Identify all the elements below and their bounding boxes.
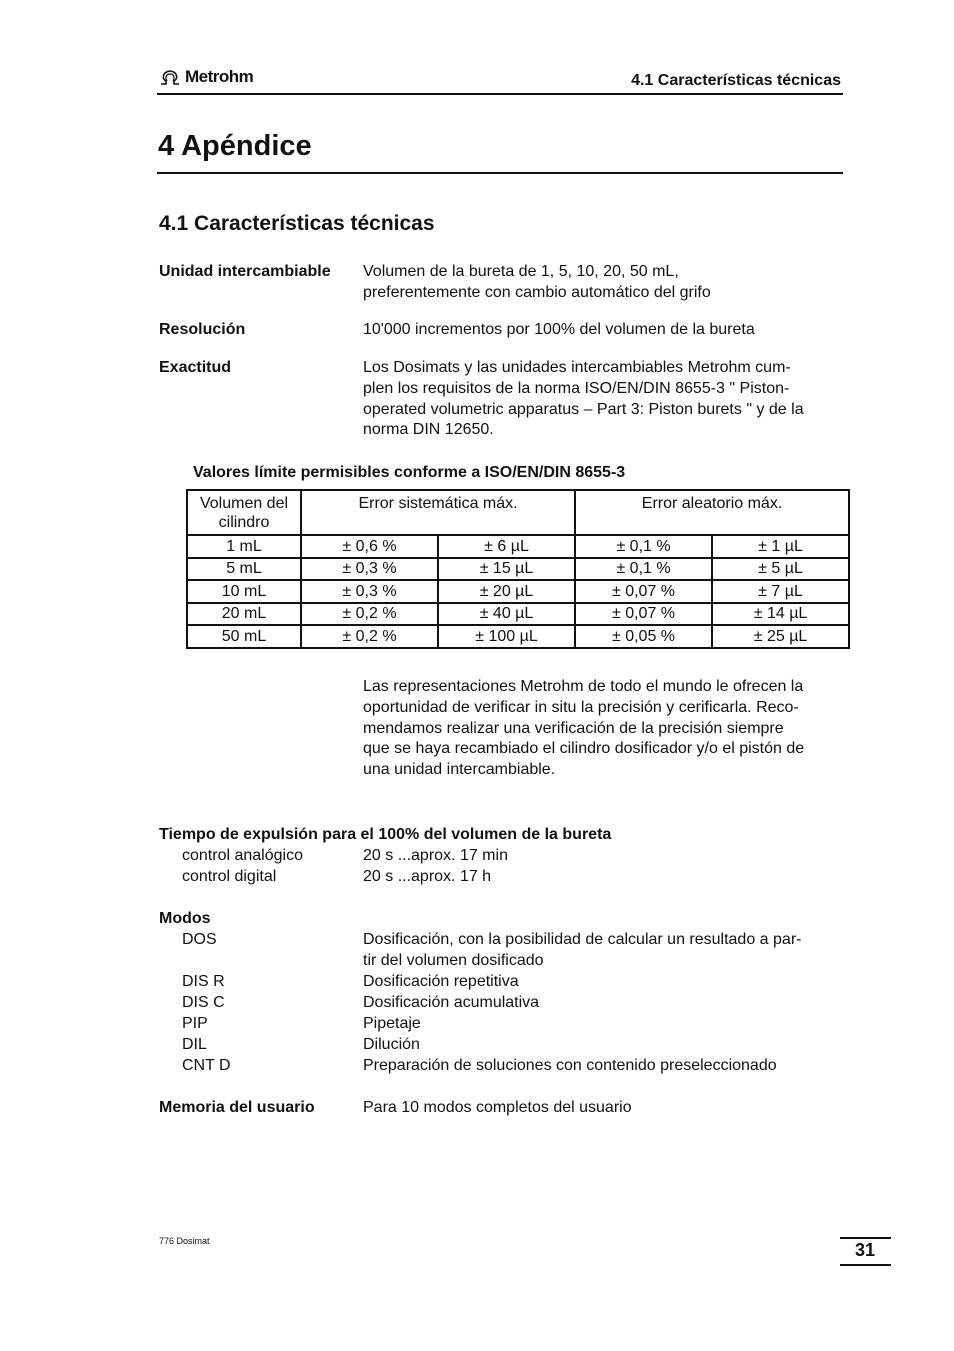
table-cell: ± 14 µL <box>712 603 849 626</box>
mode-desc-line: Dosificación, con la posibilidad de calcular un resultado a par- <box>363 931 802 948</box>
mode-name-dos: DOS <box>182 931 217 948</box>
chapter-rule <box>157 172 843 174</box>
table-cell: ± 0,2 % <box>301 603 438 626</box>
spec-value-exactitud <box>363 358 804 441</box>
mode-desc-line: tir del volumen dosificado <box>363 951 544 969</box>
table-cell: ± 0,1 % <box>575 535 712 558</box>
limits-table-title: Valores límite permisibles conforme a ISO/EN/DIN 8655-3 <box>193 464 626 481</box>
spec-label-resolucion: Resolución <box>159 321 246 338</box>
table-cell: ± 0,1 % <box>575 558 712 581</box>
table-cell: ± 20 µL <box>438 580 575 603</box>
header-volume: Volumen del cilindro <box>187 490 301 535</box>
spec-value-resolucion: 10'000 incrementos por 100% del volumen de la bureta <box>363 321 755 338</box>
chapter-title: 4 Apéndice <box>158 130 312 162</box>
table-cell: ± 0,2 % <box>301 625 438 648</box>
table-cell: ± 100 µL <box>438 625 575 648</box>
mode-name-dis-c: DIS C <box>182 994 225 1011</box>
table-cell: ± 0,07 % <box>575 603 712 626</box>
table-row <box>187 558 849 581</box>
spec-line: preferentemente con cambio automático del grifo <box>363 283 711 301</box>
table-cell: ± 1 µL <box>712 535 849 558</box>
section-heading: 4.1 Características técnicas <box>159 212 435 235</box>
expulsion-item-value: 20 s ...aprox. 17 min <box>363 847 508 864</box>
table-cell: 50 mL <box>187 625 301 648</box>
spec-line: plen los requisitos de la norma ISO/EN/DIN 8655-3 " Piston- <box>363 379 790 397</box>
mode-desc-dil: Dilución <box>363 1036 420 1053</box>
brand-name: Metrohm <box>185 67 254 86</box>
header-random-error: Error aleatorio máx. <box>575 490 849 535</box>
table-cell: 5 mL <box>187 558 301 581</box>
header-rule <box>157 93 843 95</box>
table-cell: ± 0,3 % <box>301 558 438 581</box>
modos-label: Modos <box>159 910 211 927</box>
note-line: oportunidad de verificar in situ la precisión y cerificarla. Reco- <box>363 698 799 716</box>
spec-label-unidad: Unidad intercambiable <box>159 263 331 280</box>
note-line: una unidad intercambiable. <box>363 761 556 779</box>
mode-desc-dis-r: Dosificación repetitiva <box>363 973 519 990</box>
note-line: que se haya recambiado el cilindro dosificador y/o el pistón de <box>363 740 805 758</box>
note-line: mendamos realizar una verificación de la precisión siempre <box>363 719 784 737</box>
footer-document-name: 776 Dosimat <box>159 1236 210 1246</box>
page-number: 31 <box>854 1240 876 1260</box>
limits-table <box>186 489 850 649</box>
table-cell: ± 7 µL <box>712 580 849 603</box>
table-cell: 1 mL <box>187 535 301 558</box>
expulsion-item-name: control analógico <box>182 847 303 864</box>
table-cell: ± 25 µL <box>712 625 849 648</box>
spec-label-exactitud: Exactitud <box>159 359 232 376</box>
spec-line: norma DIN 12650. <box>363 421 494 439</box>
memoria-label: Memoria del usuario <box>159 1099 315 1116</box>
mode-name-dis-r: DIS R <box>182 973 225 990</box>
verification-note <box>363 677 804 781</box>
mode-name-pip: PIP <box>182 1015 208 1032</box>
metrohm-omega-icon <box>159 69 181 85</box>
table-cell: ± 15 µL <box>438 558 575 581</box>
spec-value-unidad <box>363 262 711 304</box>
table-cell: ± 40 µL <box>438 603 575 626</box>
page-number-rule <box>840 1237 891 1239</box>
table-row <box>187 625 849 648</box>
note-line: Las representaciones Metrohm de todo el mundo le ofrecen la <box>363 678 804 695</box>
table-row <box>187 580 849 603</box>
table-cell: 10 mL <box>187 580 301 603</box>
mode-desc-dos <box>363 930 801 972</box>
table-row <box>187 603 849 626</box>
spec-line: operated volumetric apparatus – Part 3: Piston burets " y de la <box>363 400 804 418</box>
table-cell: ± 0,3 % <box>301 580 438 603</box>
spec-line: Los Dosimats y las unidades intercambiables Metrohm cum- <box>363 359 791 376</box>
table-cell: ± 6 µL <box>438 535 575 558</box>
table-cell: ± 5 µL <box>712 558 849 581</box>
page-number-bottom-rule <box>840 1264 891 1266</box>
expulsion-item-value: 20 s ...aprox. 17 h <box>363 868 492 885</box>
table-cell: ± 0,6 % <box>301 535 438 558</box>
mode-desc-dis-c: Dosificación acumulativa <box>363 994 540 1011</box>
table-cell: 20 mL <box>187 603 301 626</box>
mode-desc-cnt-d: Preparación de soluciones con contenido preseleccionado <box>363 1057 777 1074</box>
table-cell: ± 0,07 % <box>575 580 712 603</box>
header-systematic-error: Error sistemática máx. <box>301 490 575 535</box>
mode-desc-pip: Pipetaje <box>363 1015 421 1032</box>
mode-name-cnt-d: CNT D <box>182 1057 231 1074</box>
memoria-value: Para 10 modos completos del usuario <box>363 1099 632 1116</box>
table-row <box>187 535 849 558</box>
mode-name-dil: DIL <box>182 1036 207 1053</box>
table-header-row <box>187 490 849 535</box>
running-header-section: 4.1 Características técnicas <box>631 72 841 89</box>
expulsion-label: Tiempo de expulsión para el 100% del volumen de la bureta <box>159 826 612 843</box>
metrohm-logo <box>159 67 253 87</box>
spec-line: Volumen de la bureta de 1, 5, 10, 20, 50 mL, <box>363 263 679 280</box>
table-cell: ± 0,05 % <box>575 625 712 648</box>
expulsion-item-name: control digital <box>182 868 277 885</box>
